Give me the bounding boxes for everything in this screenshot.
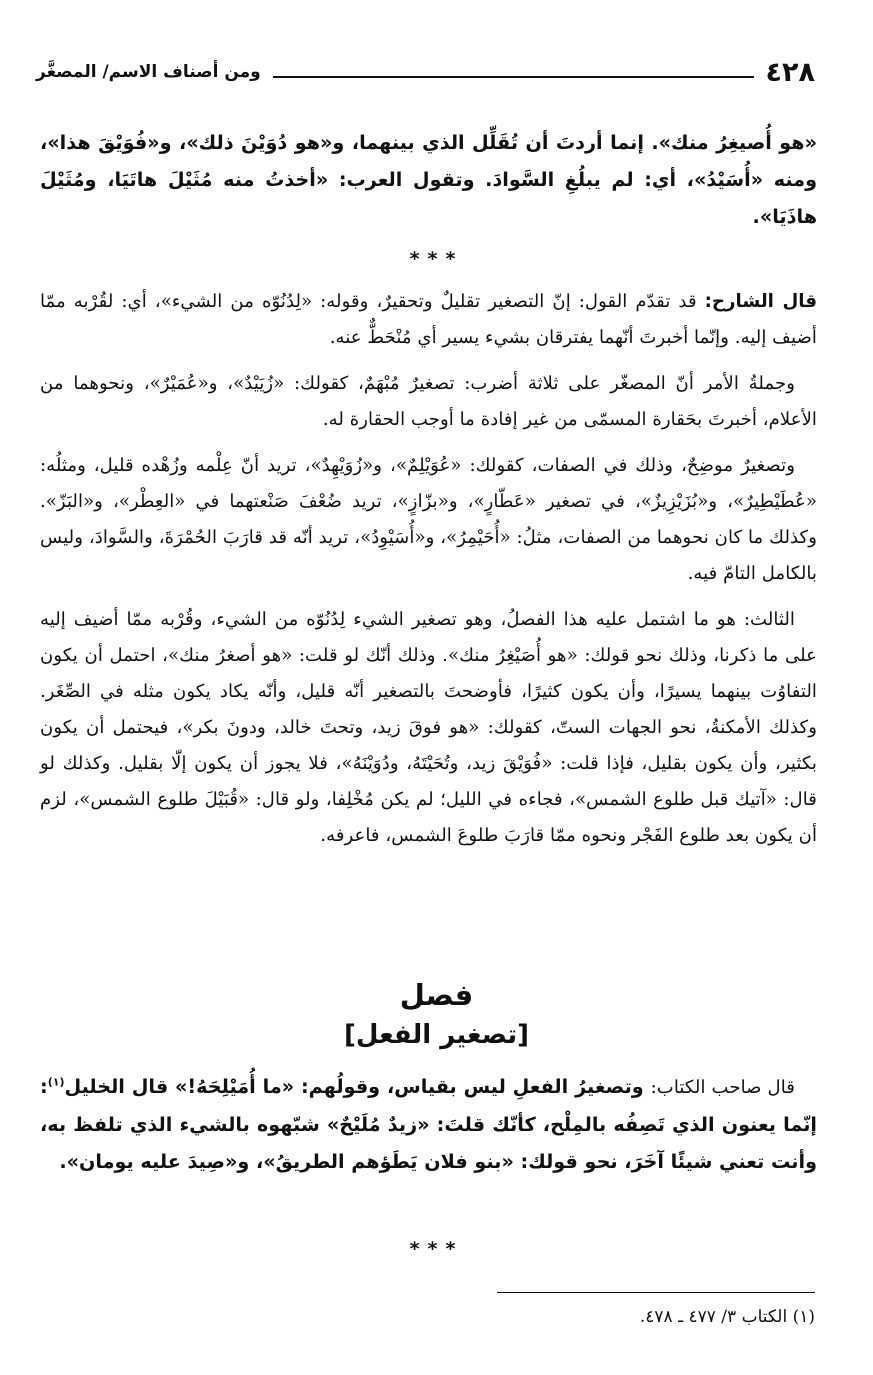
- footnote: (١) الكتاب ٣/ ٤٧٧ ـ ٤٧٨.: [639, 1307, 815, 1327]
- section-text-a: وتصغيرُ الفعلِ ليس بقياس، وقولُهم: «ما أُمَيْلِحَهُ!» قال الخليل: [64, 1075, 644, 1098]
- commentary-paragraph-2: وجملةُ الأمر أنّ المصغّر على ثلاثة أضرب: تصغيرٌ مُبْهَمٌ، كقولك: «زُيَيْدٌ»، و«عُمَيْرٌ»، ونحوهما من الأعلام، أخبرتَ بحَقارة المسمّى من غير إفادة ما أوجب الحقارة له.: [40, 373, 817, 430]
- section-body: [40, 1068, 817, 1180]
- running-title: ومن أصناف الاسم/ المصغَّر: [36, 62, 261, 82]
- section-lead: قال صاحب الكتاب:: [650, 1077, 795, 1098]
- commentary-paragraph-4: الثالث: هو ما اشتمل عليه هذا الفصلُ، وهو تصغير الشيء لِدُنُوّه من الشيء، وقُرْبه ممّا أضيف إليه على ما ذكرنا، وذلك نحو قولك: «هو أُصَيْغِرُ منك». وذلك أنّك لو قلت: «هو أصغرُ منك»، احتمل أن يكون التفاوُت بينهما يسيرًا، وأن يكون كثيرًا، فأوضحتَ بالتصغير أنّه قليل، وأنّه يكاد يكون مثله في الصِّغَر. وكذلك الأمكنةُ، نحو الجهات الستّ، كقولك: «هو فوقَ زيد، وتحتَ خالد، ودونَ بكر»، فيحتمل أن يكون بكثير، وأن يكون بقليل، فإذا قلت: «فُوَيْقَ زيد، وتُحَيْتَهُ، ودُوَيْنَهُ»، فلا يجوز أن يكون إلّا بقليل. وكذلك لو قال: «آتيك قبل طلوع الشمس»، فجاءه في الليل؛ لم يكن مُخْلِفا، ولو قال: «قُبَيْلَ طلوع الشمس»، لزم أن يكون بعد طلوع الفَجْر ونحوه ممّا قارَبَ طلوعَ الشمس، فاعرفه.: [40, 609, 817, 846]
- section-subtitle: [تصغير الفعل]: [344, 1020, 529, 1050]
- intro-paragraph: [40, 124, 817, 235]
- footnote-rule: [497, 1292, 815, 1293]
- section-text-b: : إنّما يعنون الذي تَصِفُه بالمِلْح، كأنّك قلتَ: «زيدٌ مُلَيْحٌ» شبّهوه بالشيء الذي تلفظ به، وأنت تعني شيئًا آخَرَ، نحو قولك: «بنو فلان يَطَؤهم الطريقُ»، و«صِيدَ عليه يومان».: [40, 1075, 817, 1173]
- commentary-p1-text: قد تقدّم القول: إنّ التصغير تقليلٌ وتحقيرٌ، وقوله: «لِدُنُوّه من الشيء»، أي: لقُرْبه ممّا أضيف إليه. وإنّما أخبرتَ أنّهما يفترقان بشيء يسير أي مُنْحَطٌّ عنه.: [40, 291, 817, 348]
- footnote-reference: (١): [47, 1075, 65, 1089]
- separator-bottom: ***: [409, 1238, 464, 1260]
- running-header: [36, 52, 815, 92]
- header-rule: [273, 76, 754, 78]
- commentary-block: [40, 284, 817, 854]
- section-title: فصل: [399, 978, 474, 1012]
- commentary-paragraph-1: [40, 284, 817, 356]
- commentary-paragraph-3: وتصغيرٌ موضِحٌ، وذلك في الصفات، كقولك: «عُوَيْلِمٌ»، و«زُوَيْهِدٌ»، تريد أنّ عِلْمه وزُهْده قليل، ومثلُه: «عُطَيْطِيرٌ»، و«بُزَيْزِيزٌ»، في تصغير «عَطّارٍ»، و«بزّازٍ»، تريد ضُعْفَ صَنْعتهما في «العِطْر»، و«البَزّ». وكذلك ما كان نحوهما من الصفات، مثلُ: «أُحَيْمِرُ»، و«أُسَيْوِدُ»، تريد أنّه قد قارَبَ الحُمْرَةَ، والسَّوادَ، وليس بالكامل التامّ فيه.: [40, 455, 817, 584]
- section-paragraph: [40, 1068, 817, 1180]
- page-number: ٤٢٨: [765, 56, 815, 88]
- commentary-speaker: قال الشارح:: [704, 291, 817, 312]
- separator-top: ***: [409, 248, 464, 270]
- intro-text: «هو أُصيغِرُ منك». إنما أردتَ أن تُقَلِّل الذي بينهما، و«هو دُوَيْنَ ذلك»، و«فُوَيْقَ هذا»، ومنه «أُسَيْدُ»، أي: لم يبلُغِ السَّوادَ. وتقول العرب: «أخذتُ منه مُثَيْلَ هاتَيَا، ومُثَيْلَ هاذَيَا».: [40, 131, 817, 228]
